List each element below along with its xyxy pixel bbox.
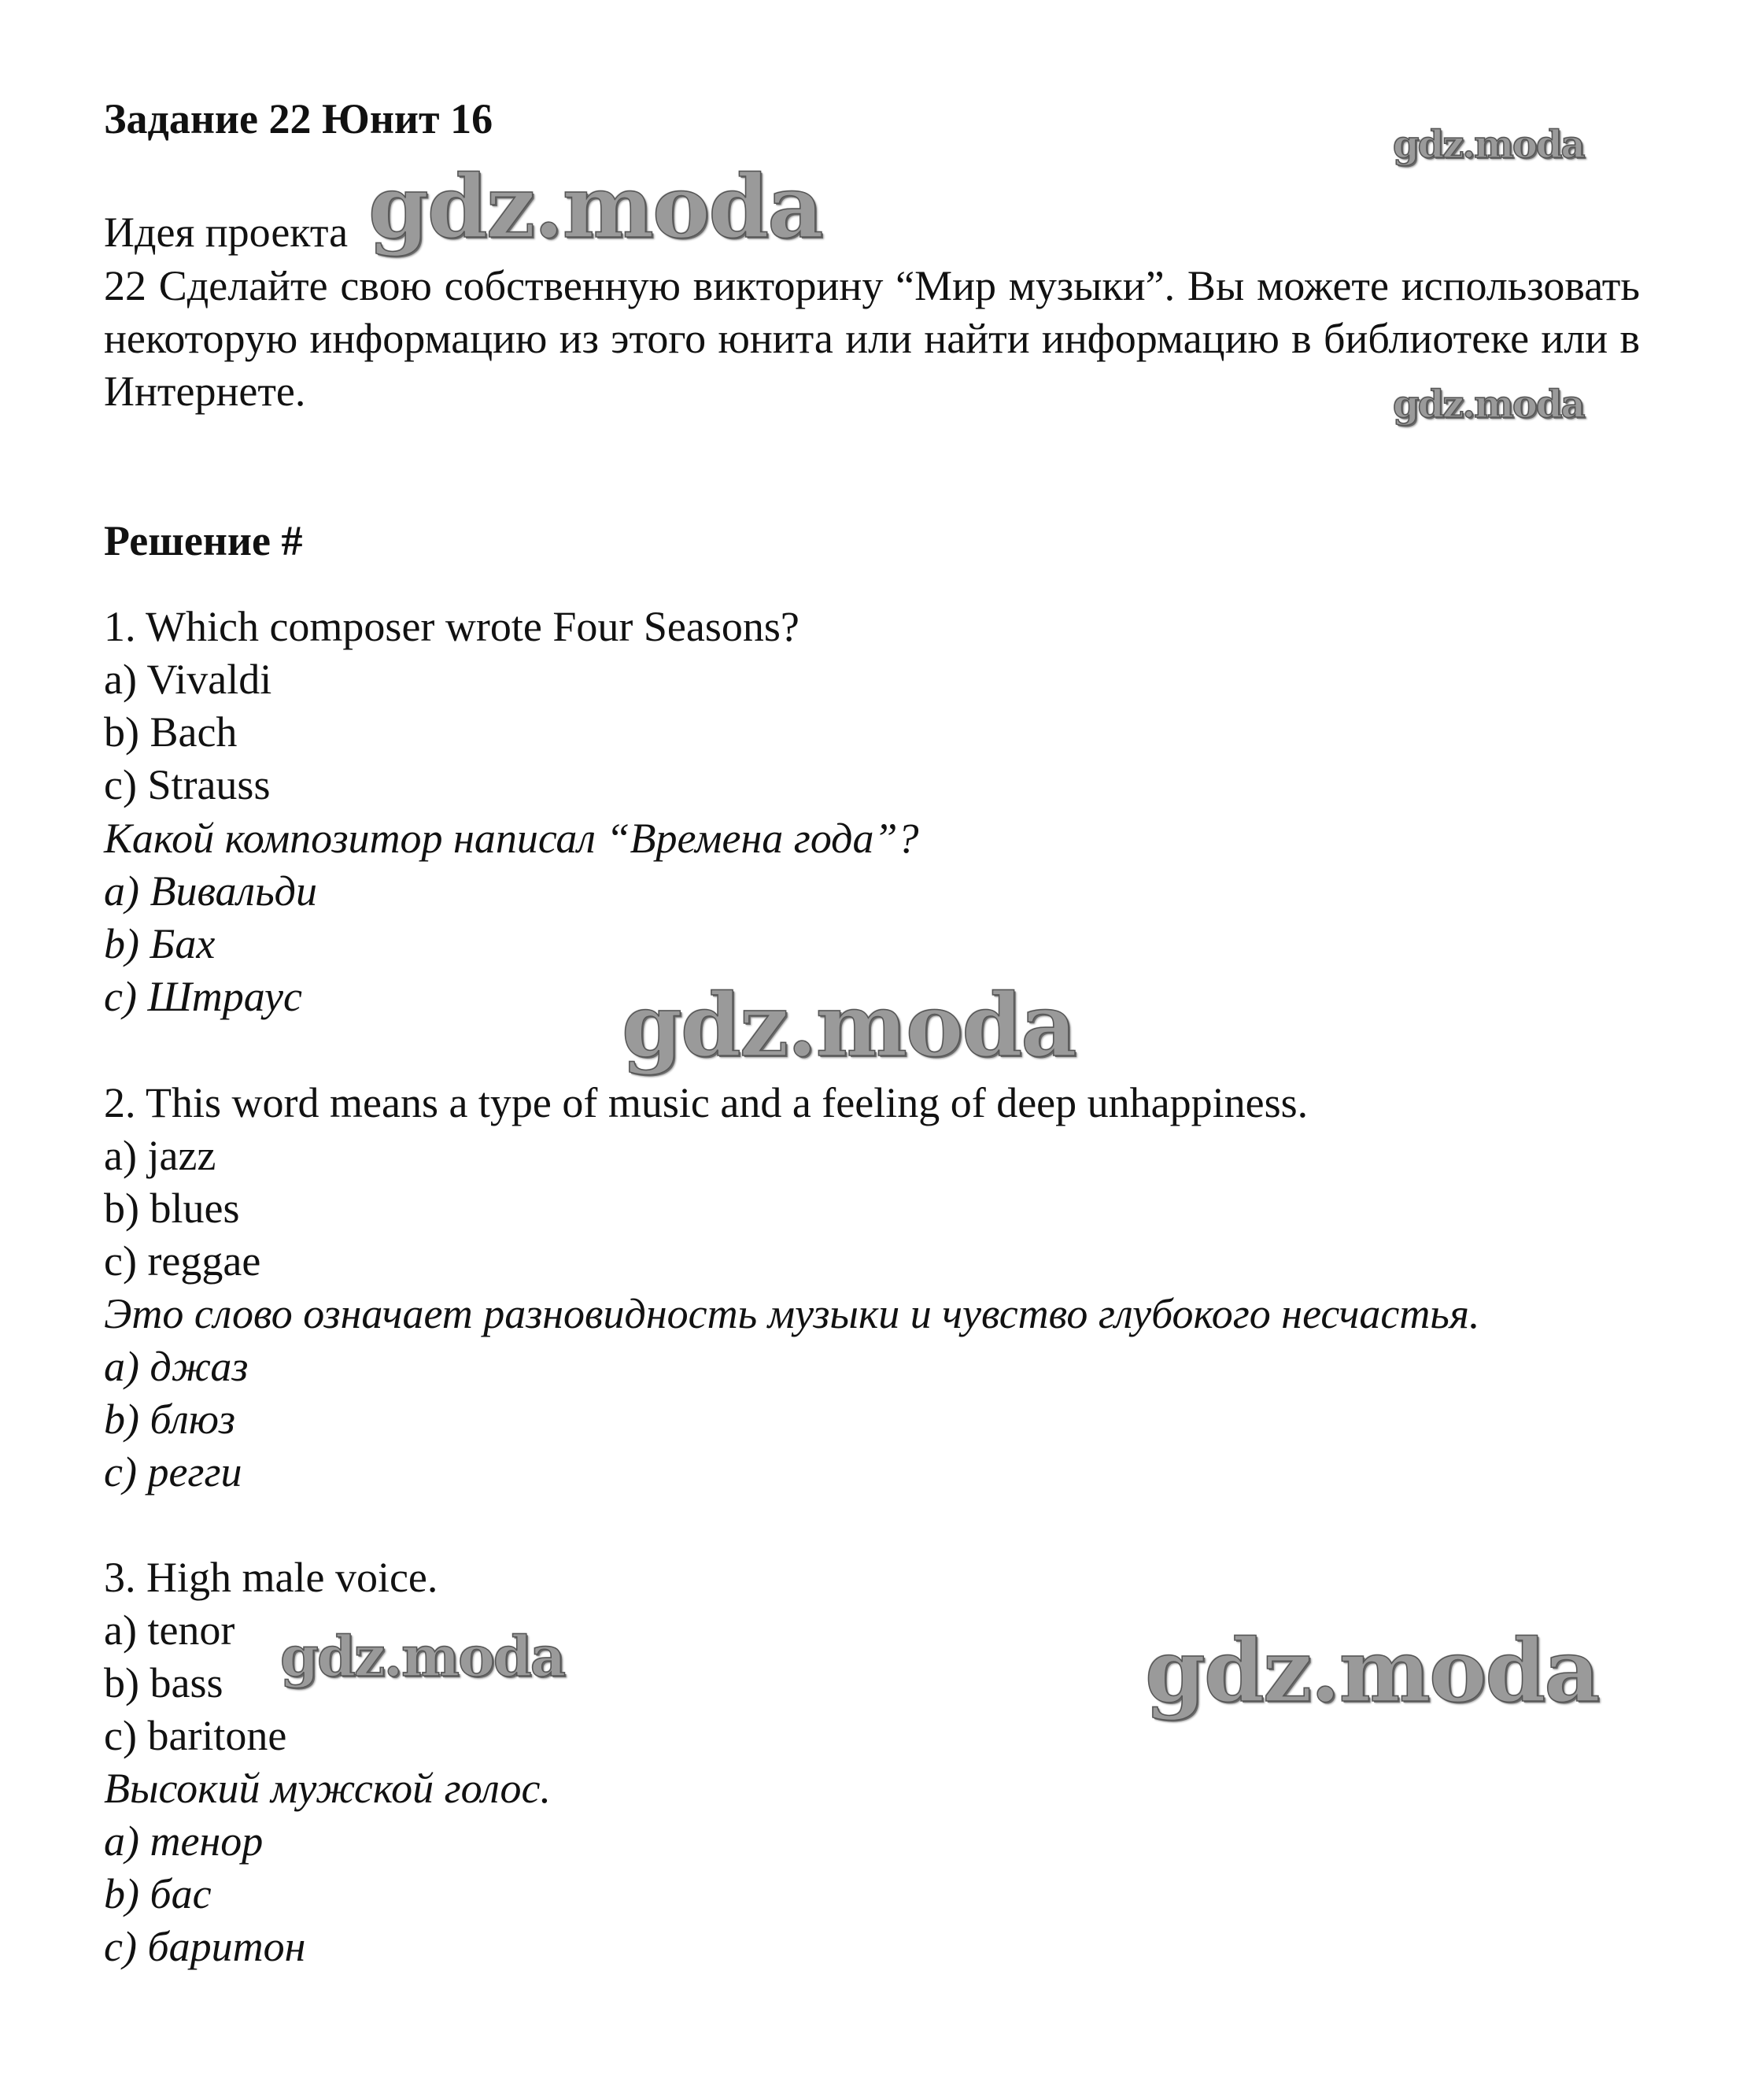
question-3: 3. High male voice. xyxy=(104,1554,438,1601)
question-2-option-a: a) jazz xyxy=(104,1132,216,1179)
question-3-translation-option-a: a) тенор xyxy=(104,1817,264,1865)
question-3-option-a: a) tenor xyxy=(104,1606,235,1654)
question-1-option-b: b) Bach xyxy=(104,708,238,756)
question-3-translation-option-b: b) бас xyxy=(104,1870,212,1917)
question-2-option-c: c) reggae xyxy=(104,1237,261,1285)
page-title: Задание 22 Юнит 16 xyxy=(104,95,493,142)
question-1-option-a: a) Vivaldi xyxy=(104,656,272,703)
question-3-translation: Высокий мужской голос. xyxy=(104,1765,551,1812)
question-3-option-c: c) baritone xyxy=(104,1712,287,1759)
question-2-translation-option-a: a) джаз xyxy=(104,1343,249,1390)
question-1-translation-option-b: b) Бах xyxy=(104,920,216,967)
question-2-translation: Это слово означает разновидность музыки и чувство глубокого несчастья. xyxy=(104,1290,1480,1337)
watermark: gdz.moda xyxy=(622,974,1076,1076)
question-3-translation-option-c: c) баритон xyxy=(104,1923,306,1970)
question-3-option-b: b) bass xyxy=(104,1659,223,1706)
question-2-translation-option-c: c) регги xyxy=(104,1448,242,1496)
question-2-translation-option-b: b) блюз xyxy=(104,1396,235,1443)
watermark: gdz.moda xyxy=(1393,123,1584,167)
question-1-option-c: c) Strauss xyxy=(104,761,271,808)
project-idea-label: Идея проекта xyxy=(104,209,349,256)
question-1: 1. Which composer wrote Four Seasons? xyxy=(104,603,799,650)
solution-heading: Решение # xyxy=(104,517,303,564)
watermark: gdz.moda xyxy=(368,156,822,257)
question-1-translation-option-c: c) Штраус xyxy=(104,973,302,1020)
question-2-option-b: b) blues xyxy=(104,1185,240,1232)
question-1-translation: Какой композитор написал “Времена года”? xyxy=(104,815,919,862)
question-2: 2. This word means a type of music and a feeling of deep unhappiness. xyxy=(104,1079,1309,1126)
watermark: gdz.moda xyxy=(1145,1620,1599,1721)
watermark: gdz.moda xyxy=(1393,383,1584,427)
watermark: gdz.moda xyxy=(280,1624,565,1689)
task-text: 22 Сделайте свою собственную викторину “Мир музыки”. Вы можете использовать некоторую информацию из этого юнита или найти информацию в библиотеке или в Интернете. xyxy=(104,262,1640,415)
question-1-translation-option-a: a) Вивальди xyxy=(104,867,317,915)
